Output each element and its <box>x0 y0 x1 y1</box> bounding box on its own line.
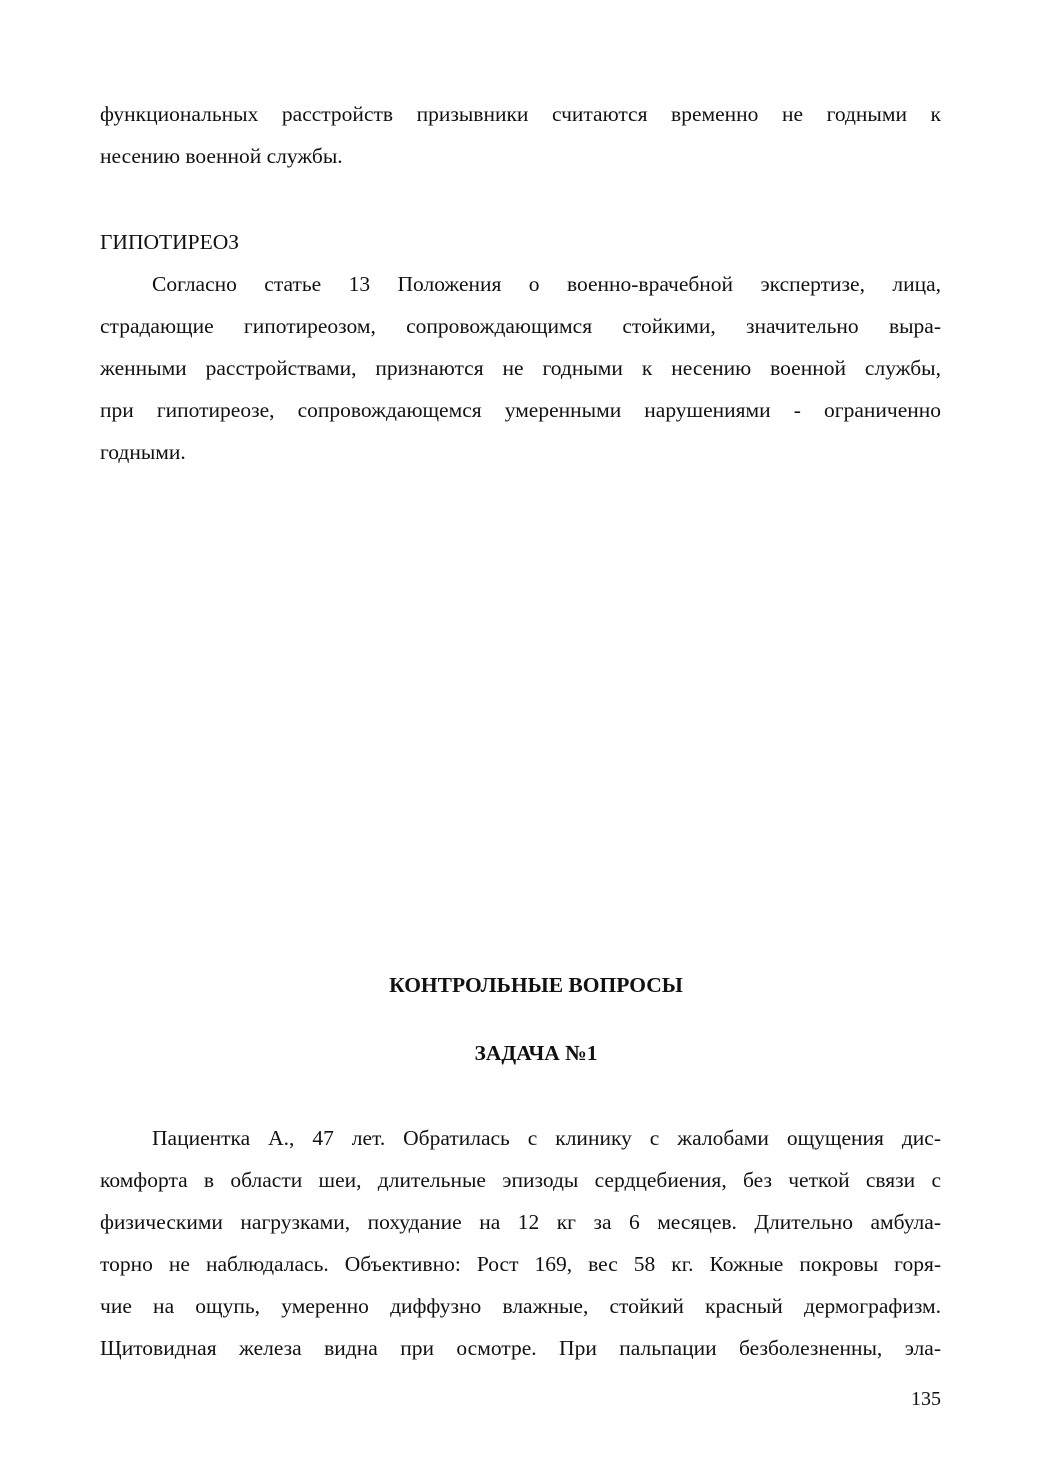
paragraph-line: Согласно статье 13 Положения о военно-врачебной экспертизе, лица, <box>152 272 941 296</box>
task-title: ЗАДАЧА №1 <box>474 1041 598 1065</box>
task-paragraph <box>100 1117 941 1369</box>
paragraph-line: несению военной службы. <box>100 144 343 168</box>
paragraph-line: при гипотиреозе, сопровождающемся умеренными нарушениями - ограниченно <box>100 398 941 422</box>
paragraph-line: годными. <box>100 440 186 464</box>
control-questions-title: КОНТРОЛЬНЫЕ ВОПРОСЫ <box>389 973 683 997</box>
page-number: 135 <box>911 1388 941 1410</box>
top-paragraph <box>100 93 941 177</box>
paragraph-line: женными расстройствами, признаются не годными к несению военной службы, <box>100 356 941 380</box>
paragraph-line: страдающие гипотиреозом, сопровождающимся стойкими, значительно выра- <box>100 314 941 338</box>
paragraph-line: комфорта в области шеи, длительные эпизоды сердцебиения, без четкой связи с <box>100 1168 941 1192</box>
paragraph-line: функциональных расстройств призывники считаются временно не годными к <box>100 102 941 126</box>
paragraph-line: торно не наблюдалась. Объективно: Рост 169, вес 58 кг. Кожные покровы горя- <box>100 1252 941 1276</box>
section-paragraph <box>100 263 941 473</box>
paragraph-line: Щитовидная железа видна при осмотре. При пальпации безболезненны, эла- <box>100 1336 941 1360</box>
paragraph-line: Пациентка А., 47 лет. Обратилась с клинику с жалобами ощущения дис- <box>152 1126 941 1150</box>
paragraph-line: чие на ощупь, умеренно диффузно влажные, стойкий красный дермографизм. <box>100 1294 941 1318</box>
paragraph-line: физическими нагрузками, похудание на 12 кг за 6 месяцев. Длительно амбула- <box>100 1210 941 1234</box>
section-heading: ГИПОТИРЕОЗ <box>100 230 240 254</box>
